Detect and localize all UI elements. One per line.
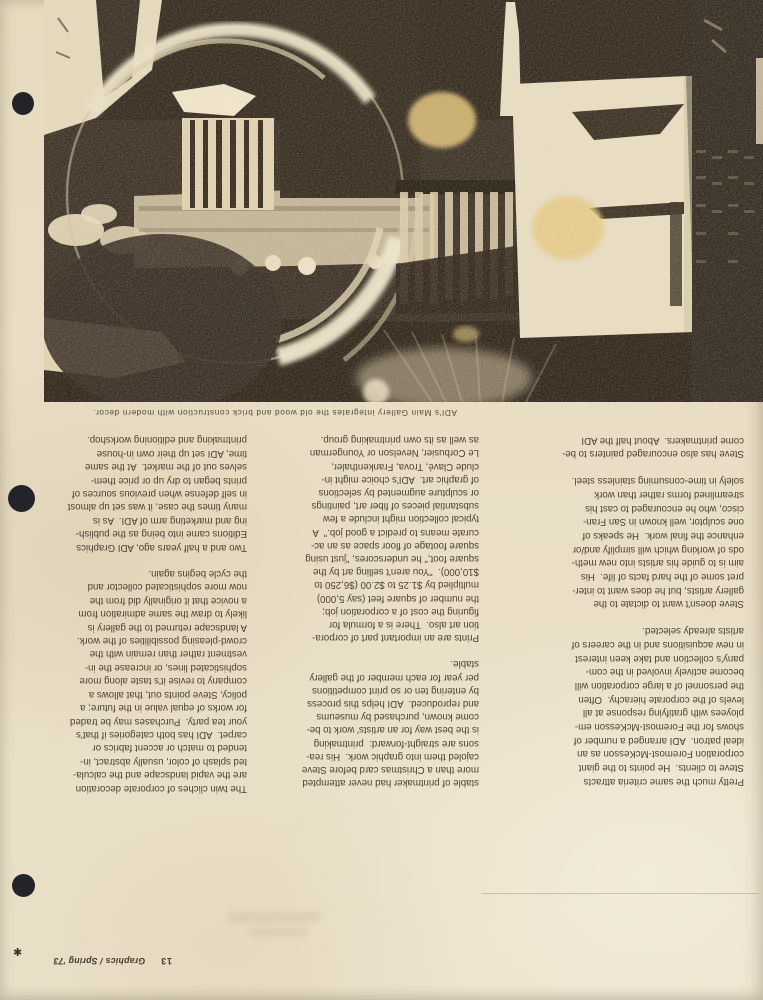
text-line: Steve doesn't want to dictate to the xyxy=(593,598,744,610)
text-line: levels of the corporate hierachy. Often xyxy=(578,693,744,705)
text-line: multiplied by $1.25 to $2.00 ($6,250 to xyxy=(314,579,479,591)
scan-line-artifact xyxy=(482,893,758,894)
text-line: sons are straight-forward: printmaking xyxy=(313,737,479,749)
text-line: one sculptor, well known in San Fran- xyxy=(582,516,744,528)
text-line: per year for each member of the gallery xyxy=(309,671,479,683)
text-line: carpet. ADI has both categories if that's xyxy=(76,728,247,740)
text-line: in new acquisitions and in the careers of xyxy=(571,638,744,650)
text-line: vestment rather than remain with the xyxy=(89,648,247,660)
paragraph xyxy=(506,623,744,787)
footer-page-number: 13 xyxy=(160,956,172,966)
text-line: more than a Christmas card before Steve xyxy=(301,764,479,776)
text-line: The twin cliches of corporate decoration xyxy=(75,782,247,794)
text-line: ployees with gratifying response at all xyxy=(582,707,744,719)
text-line: ted splash of color, usually abstract, in- xyxy=(80,755,247,767)
text-line: tion art also. There is a formula for xyxy=(328,619,479,631)
article-column-3 xyxy=(37,433,247,795)
text-line: and reproduced. ADI helps this process xyxy=(307,698,479,710)
text-line: pany's collection and take keen interest xyxy=(575,652,744,664)
text-line: figuring the cost of a corporation job; xyxy=(322,605,479,617)
text-line: stable. xyxy=(450,658,479,670)
punch-hole-dot xyxy=(12,874,35,897)
text-line: Editions came into being as the publish- xyxy=(75,528,247,540)
text-line: Prints are an important part of corpora- xyxy=(312,632,479,644)
text-line: by entering ten or so print competitions xyxy=(312,684,479,696)
text-line: streamlined forms rather than work xyxy=(594,488,744,500)
paragraph xyxy=(268,657,479,789)
article-column-2 xyxy=(268,433,479,790)
footer-issue: Graphics / Spring '73 xyxy=(53,956,146,966)
text-line: gallery artists, but he does want to inter- xyxy=(572,584,744,596)
text-line: Pretty much the same criteria attracts xyxy=(583,775,744,787)
ink-bleed-smudge xyxy=(228,912,320,922)
ink-bleed-smudge xyxy=(250,928,308,936)
text-line: in self defense when previous sources of xyxy=(71,488,247,500)
text-line: selves out of the market. At the same xyxy=(84,461,247,473)
text-line: cisco, who he encouraged to cast his xyxy=(585,502,744,514)
text-line: $10,000). "You aren't selling art by the xyxy=(313,566,479,578)
text-line: shows for the Foremost-McKesson em- xyxy=(574,721,744,733)
text-line: your tea party. Purchases may be traded xyxy=(70,715,247,727)
punch-hole-dot xyxy=(8,485,35,512)
article-column-1 xyxy=(506,433,744,789)
text-line: is the best way for an artists' work to be- xyxy=(306,724,479,736)
text-line: curate means to predict a good job." A xyxy=(312,526,479,538)
paragraph xyxy=(506,473,744,610)
text-line: of graphic art. ADI's choice might in- xyxy=(321,473,479,485)
text-line: come printmakers. About half the ADI xyxy=(581,434,744,446)
text-line: the personnel of a large corporation will xyxy=(574,679,744,691)
text-line: the number of square feet (say 5,000) xyxy=(316,592,479,604)
text-line: many times the case, it was set up almost xyxy=(67,501,247,513)
punch-hole-dot xyxy=(12,92,34,115)
text-line: ods of working which will simplify and/or xyxy=(572,543,744,555)
paragraph xyxy=(506,433,744,460)
text-line: Steve has also encouraged painters to be- xyxy=(561,448,744,460)
text-line: typical collection might include a few xyxy=(322,513,479,525)
text-line: square footage of floor space as an ac- xyxy=(310,539,479,551)
text-line: are the vapid landscape and the calcula- xyxy=(73,769,247,781)
text-line: become actively involved in the com- xyxy=(585,666,744,678)
text-line: Le Corbusier, Nevelson or Youngerman xyxy=(309,447,479,459)
paragraph xyxy=(37,433,247,554)
text-line: sophisticated lines, or increase the in- xyxy=(84,661,247,673)
text-line: time, ADI set up their own in-house xyxy=(96,447,247,459)
photo-caption: ADI's Main Gallery integrates the old wood and brick construction with modern decor. xyxy=(92,408,457,418)
text-line: now more sophisticated collector and xyxy=(87,581,247,593)
text-line: solely in time-consuming stainless steel. xyxy=(571,475,744,487)
text-line: or sculpture augmented by selections xyxy=(318,487,479,499)
text-line: substantial pieces of fiber art, paintings xyxy=(311,500,479,512)
text-line: ideal patron. ADI arranged a number of xyxy=(573,734,744,746)
text-line: as well as its own printmaking group. xyxy=(320,434,479,446)
text-line: Two and a half years ago, ADI Graphics xyxy=(76,541,247,553)
text-line: Steve to clients. He points to the giant xyxy=(578,762,744,774)
gallery-photo xyxy=(44,0,763,402)
text-line: clude Clavé, Trova, Frankenthaler, xyxy=(331,460,479,472)
page-footer xyxy=(30,951,172,966)
paragraph xyxy=(268,433,479,644)
text-line: likely to draw the same admiration from xyxy=(78,608,247,620)
text-line: policy, Steve points out, that allows a xyxy=(88,688,247,700)
paragraph xyxy=(37,567,247,795)
text-line: printmaking and editioning workshop. xyxy=(87,434,247,446)
text-line: a novice that it originally did from the xyxy=(89,594,247,606)
text-line: crowd-pleasing possibilities of the work. xyxy=(76,635,247,647)
text-line: square foot," he underscores, "just using xyxy=(305,553,479,565)
text-line: A landscape returned to the gallery is xyxy=(87,621,247,633)
text-line: enhance the final work. He speaks of xyxy=(582,529,744,541)
text-line: cajoled them into graphic work. His rea- xyxy=(306,750,479,762)
text-line: aim is to guide his artists into new meth- xyxy=(571,557,744,569)
text-line: the cycle begins again. xyxy=(148,568,247,580)
text-line: company to revise it's taste along more xyxy=(79,675,247,687)
gallery-photo-illustration xyxy=(44,0,763,402)
text-line: come known, purchased by museums xyxy=(316,711,479,723)
text-line: pret some of the hard facts of life. His xyxy=(580,571,744,583)
text-line: for works of equal value in the future; a xyxy=(80,702,247,714)
article-end-mark: ✱ xyxy=(13,947,23,959)
text-line: ing and marketing arm of ADI. As is xyxy=(93,514,247,526)
text-line: tended to match or accent fabrics or xyxy=(92,742,247,754)
text-line: stable of printmaker had never attempted xyxy=(302,777,479,789)
text-line: prints began to dry up or price them- xyxy=(90,474,247,486)
text-line: corporation Foremost-McKesson as an xyxy=(577,748,744,760)
text-line: artists already selected. xyxy=(642,625,744,637)
